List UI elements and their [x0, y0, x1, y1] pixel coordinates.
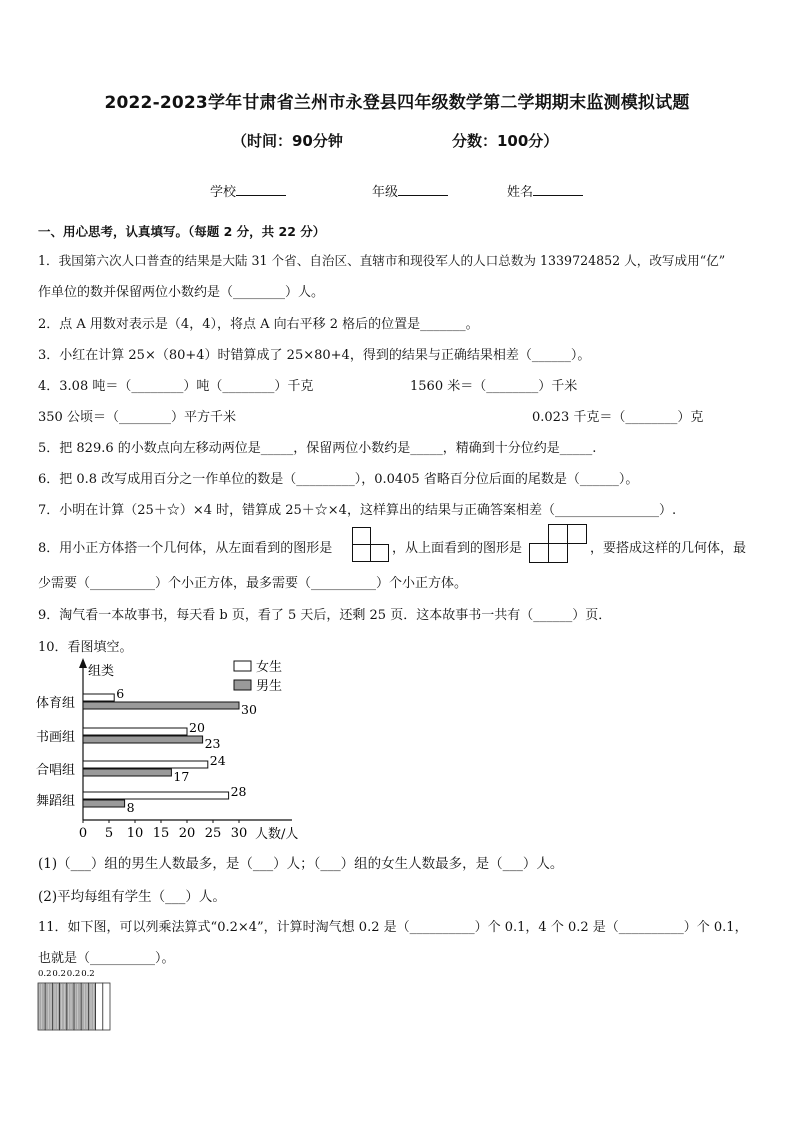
bar-boys — [83, 736, 203, 743]
question-11-line2: 也就是（__________）。 — [38, 951, 175, 966]
school-field — [210, 181, 286, 200]
grid-label: 0.2 — [52, 969, 66, 979]
question-8-text-1: 8．用小正方体搭一个几何体，从左面看到的图形是 — [38, 541, 333, 556]
bar-girls — [83, 728, 187, 735]
question-2: 2．点 A 用数对表示是（4，4），将点 A 向右平移 2 格后的位置是_______。 — [38, 317, 479, 332]
question-8-line2: 少需要（__________）个小正方体，最多需要（__________）个小正方体。 — [38, 576, 468, 591]
bar-value-label: 24 — [209, 753, 226, 768]
legend-label-girls: 女生 — [256, 660, 283, 675]
category-label: 合唱组 — [36, 763, 76, 778]
bar-boys — [83, 769, 171, 776]
time-info: （时间：90分钟 — [232, 132, 343, 150]
bar-value-label: 8 — [126, 800, 135, 815]
bar-boys — [83, 702, 239, 709]
x-tick-label: 20 — [178, 826, 196, 841]
bar-value-label: 20 — [189, 720, 205, 735]
bar-value-label: 23 — [204, 736, 221, 751]
name-label: 姓名 — [507, 185, 534, 200]
question-1-line2: 作单位的数并保留两位小数约是（________）人。 — [38, 285, 325, 300]
question-8-text-3: ，要搭成这样的几何体，最 — [590, 541, 747, 556]
grid-label: 0.2 — [81, 969, 95, 979]
decimal-grid-figure — [36, 966, 116, 1032]
question-10-part-2: (2)平均每组有学生（___）人。 — [38, 889, 226, 905]
grade-field — [372, 181, 448, 200]
bar-value-label: 6 — [116, 686, 125, 701]
x-tick-label: 5 — [104, 826, 114, 841]
bar-girls — [83, 792, 229, 799]
bar-value-label: 30 — [241, 702, 257, 717]
question-11-line1: 11．如下图，可以列乘法算式“0.2×4”，计算时淘气想 0.2 是（__________）个 0.1，4 个 0.2 是（__________）个 0.1， — [38, 920, 748, 935]
question-4-part-d: 0.023 千克＝（________）克 — [532, 410, 704, 425]
x-axis-label: 人数/人 — [255, 827, 299, 842]
x-tick-label: 15 — [152, 826, 170, 841]
question-3: 3．小红在计算 25×（80+4）时错算成了 25×80+4，得到的结果与正确结果相差（______）。 — [38, 348, 591, 363]
name-field — [507, 181, 583, 200]
school-label: 学校 — [210, 185, 237, 200]
legend-label-boys: 男生 — [256, 679, 283, 694]
question-4-part-b: 1560 米＝（________）千米 — [410, 379, 578, 394]
question-4-part-c: 350 公顷＝（________）平方千米 — [38, 410, 236, 425]
bar-girls — [83, 694, 114, 701]
question-10: 10．看图填空。 — [38, 640, 133, 655]
question-9: 9．淘气看一本故事书，每天看 b 页，看了 5 天后，还剩 25 页．这本故事书一共有（______）页． — [38, 608, 612, 623]
x-tick-label: 10 — [126, 826, 144, 841]
x-tick-label: 25 — [204, 826, 222, 841]
score-info: 分数：100分） — [452, 132, 559, 150]
grade-blank — [398, 183, 448, 196]
x-tick-label: 0 — [78, 826, 88, 841]
y-axis-arrow — [79, 658, 87, 668]
top-view-figure — [528, 524, 590, 564]
group-bar-chart — [30, 656, 330, 846]
grid-column — [103, 983, 110, 1030]
school-blank — [236, 183, 286, 196]
legend-swatch-girls — [234, 661, 251, 671]
bar-value-label: 28 — [230, 784, 247, 799]
category-label: 体育组 — [36, 696, 76, 711]
question-5: 5．把 829.6 的小数点向左移动两位是_____，保留两位小数约是_____，精确到十分位约是_____. — [38, 441, 597, 456]
section-heading: 一、用心思考，认真填写。（每题 2 分，共 22 分） — [38, 224, 326, 239]
question-8-text-2: ，从上面看到的图形是 — [392, 541, 523, 556]
grid-label: 0.2 — [66, 969, 81, 979]
question-10-part-1: (1)（___）组的男生人数最多，是（___）人；（___）组的女生人数最多，是（___）人。 — [38, 856, 564, 872]
question-4-part-a: 4．3.08 吨＝（________）吨（________）千克 — [38, 379, 314, 394]
bar-value-label: 17 — [173, 769, 190, 784]
category-label: 书画组 — [36, 730, 76, 745]
question-1-line1: 1．我国第六次人口普查的结果是大陆 31 个省、自治区、直辖市和现役军人的人口总数为 1339724852 人，改写成用“亿” — [38, 253, 726, 268]
document-title: 2022-2023学年甘肃省兰州市永登县四年级数学第二学期期末监测模拟试题 — [104, 93, 690, 113]
question-6: 6．把 0.8 改写成用百分之一作单位的数是（_________），0.0405 省略百分位后面的尾数是（______）。 — [38, 472, 639, 487]
bar-boys — [83, 800, 125, 807]
y-axis-label: 组类 — [88, 664, 115, 679]
category-label: 舞蹈组 — [36, 794, 76, 809]
x-tick-label: 30 — [230, 826, 248, 841]
legend-swatch-boys — [234, 680, 251, 690]
bar-girls — [83, 761, 208, 768]
grid-label: 0.2 — [38, 969, 52, 979]
grid-column — [96, 983, 103, 1030]
left-view-figure — [352, 527, 392, 563]
question-7: 7．小明在计算（25＋☆）×4 时，错算成 25＋☆×4，这样算出的结果与正确答案相差（________________）. — [38, 503, 677, 518]
name-blank — [533, 183, 583, 196]
grade-label: 年级 — [372, 185, 399, 200]
